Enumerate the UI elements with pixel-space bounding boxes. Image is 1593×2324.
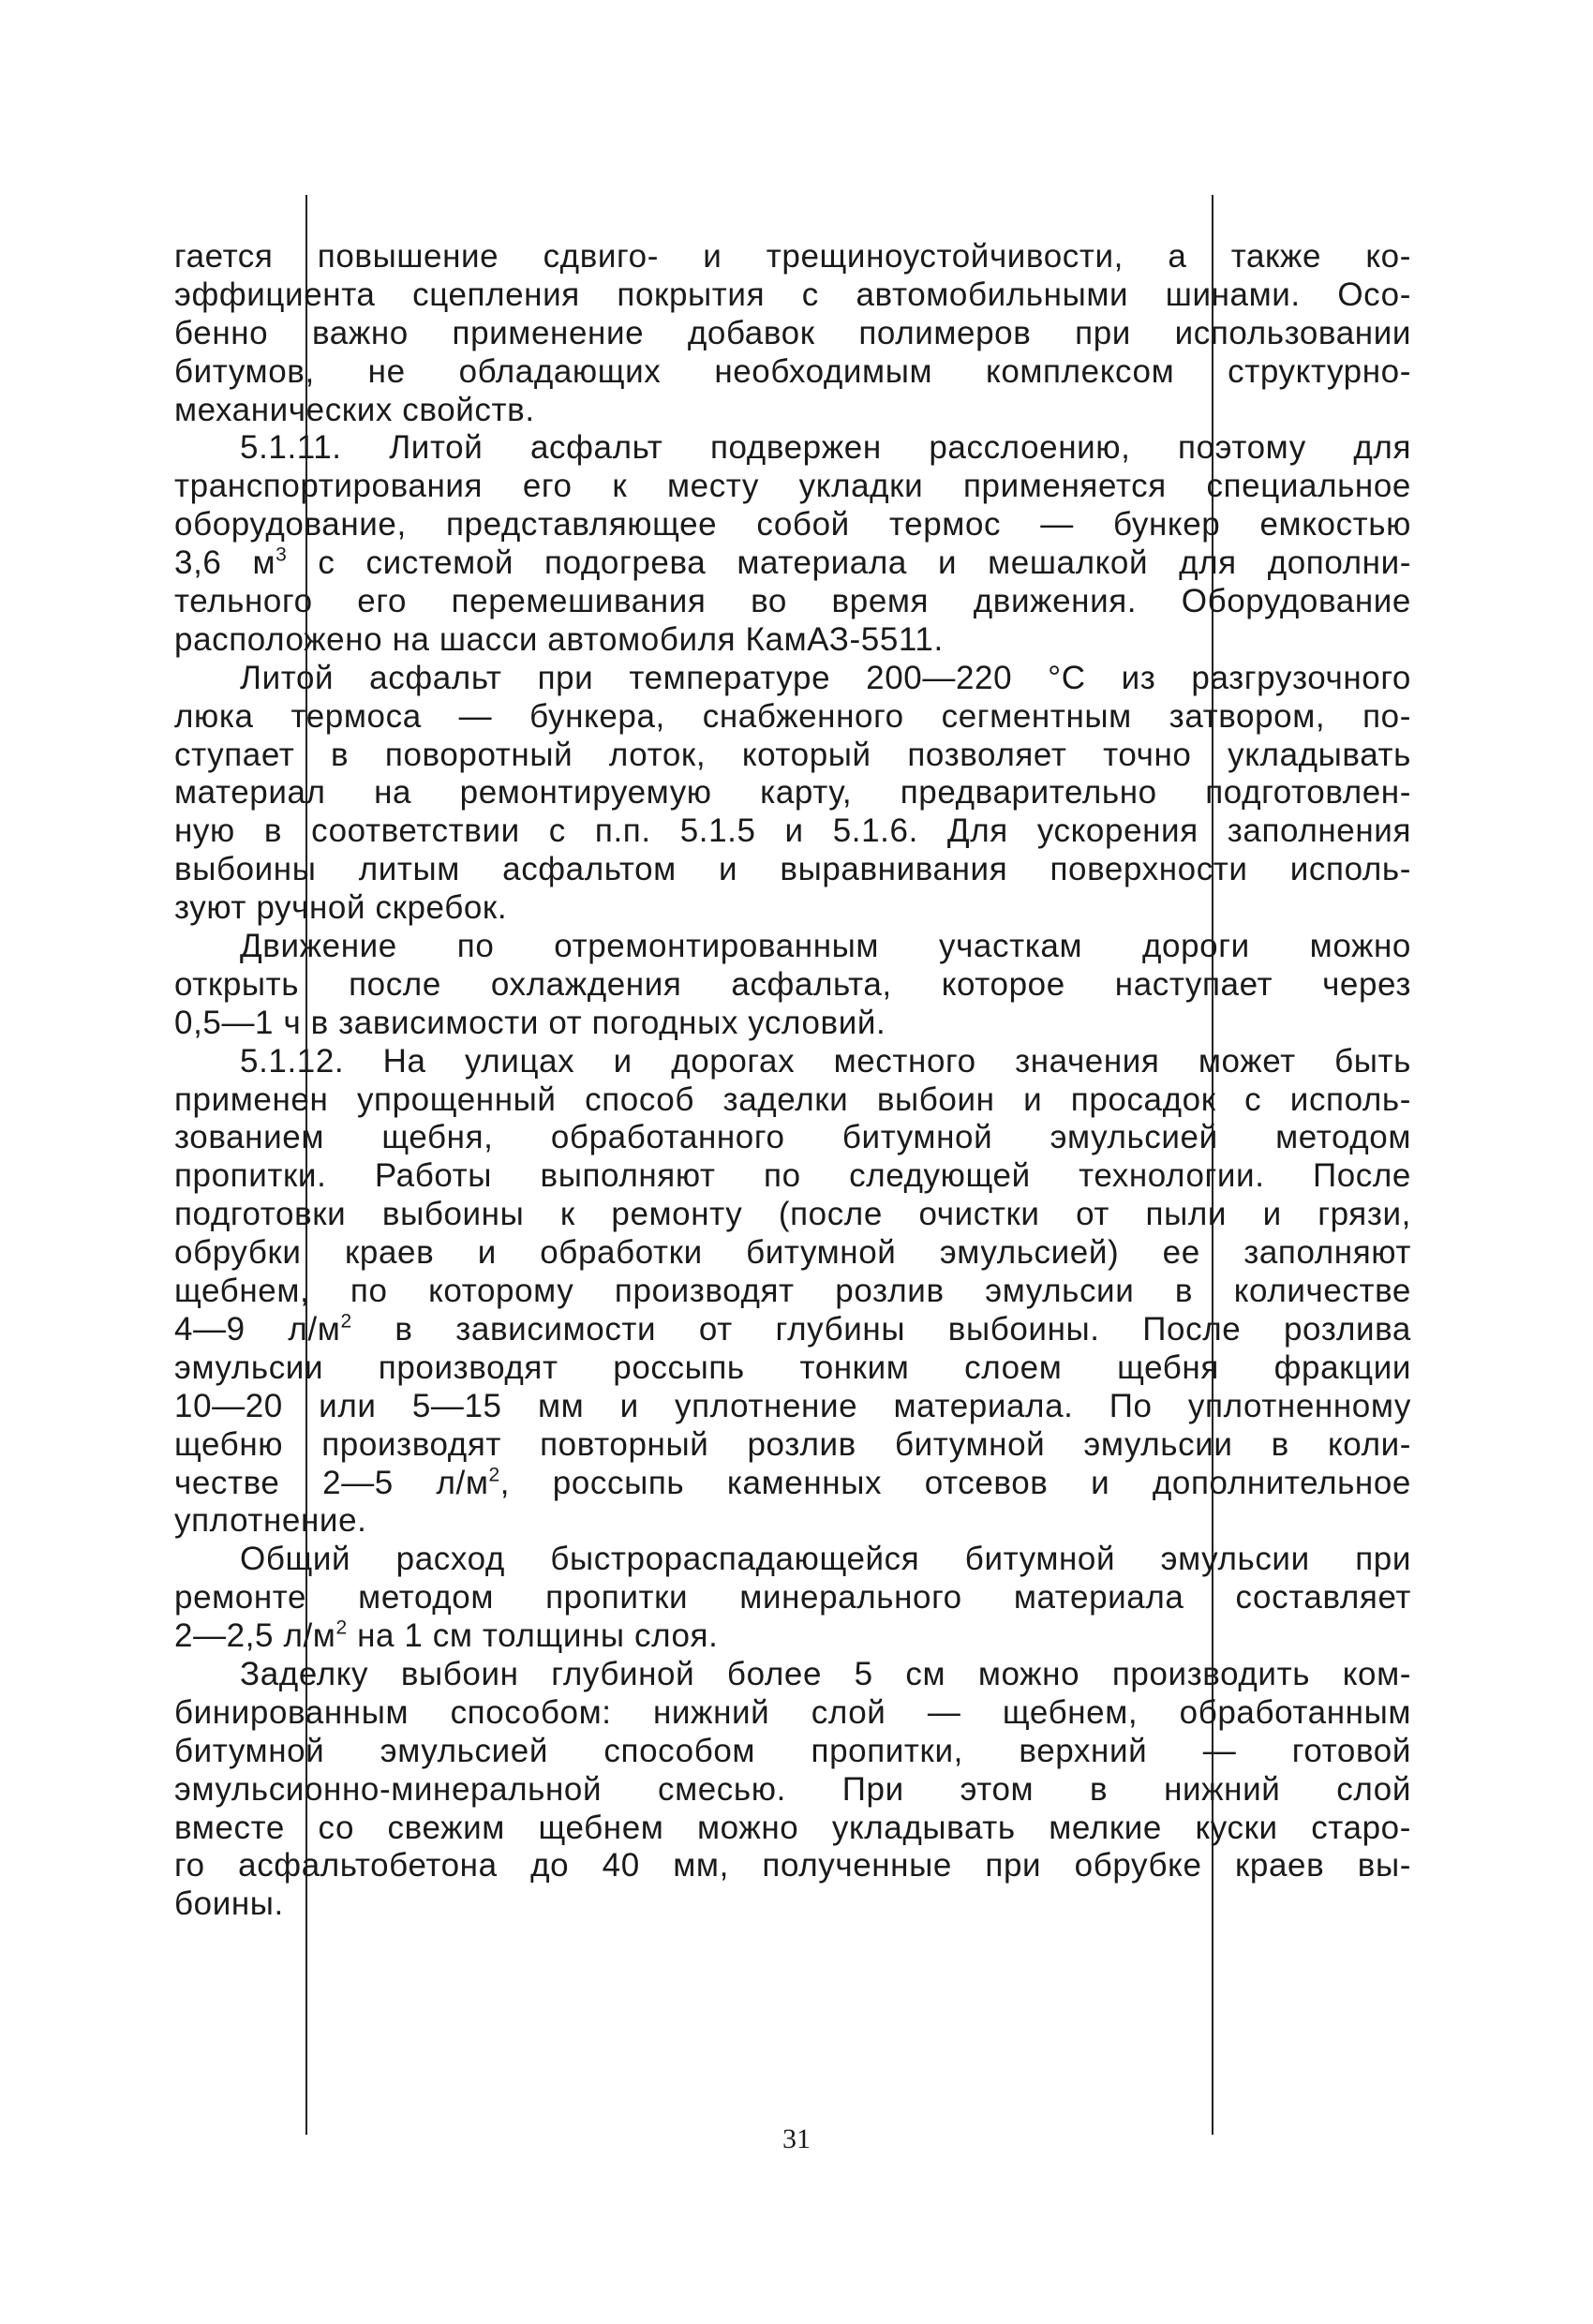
paragraph xyxy=(174,1656,1411,1924)
text-line: механических свойств. xyxy=(174,391,535,428)
text-line: 0,5—1 ч в зависимости от погодных условий. xyxy=(174,1004,886,1041)
text-line: оборудование, представляющее собой термос — бункер емкостью xyxy=(174,506,1411,544)
text-line: 5.1.12. На улицах и дорогах местного значения может быть xyxy=(240,1042,1411,1080)
text-line: транспортирования его к месту укладки применяется специальное xyxy=(174,468,1411,505)
text-line: материал на ремонтируемую карту, предварительно подготовлен- xyxy=(174,774,1411,812)
page-number: 31 xyxy=(782,2123,811,2154)
text-line: гается повышение сдвиго- и трещиноустойчивости, а также ко- xyxy=(174,238,1411,275)
text-line: боины. xyxy=(174,1885,284,1923)
text-line: зованием щебня, обработанного битумной эмульсией методом xyxy=(174,1119,1411,1156)
paragraph xyxy=(174,1541,1411,1656)
text-line: выбоины литым асфальтом и выравнивания поверхности исполь- xyxy=(174,851,1411,888)
text-line: подготовки выбоины к ремонту (после очистки от пыли и грязи, xyxy=(174,1196,1411,1233)
text-line: щебню производят повторный розлив битумной эмульсии в коли- xyxy=(174,1425,1411,1463)
text-line: расположено на шасси автомобиля КамАЗ-5511. xyxy=(174,620,944,658)
text-line: Литой асфальт при температуре 200—220 °С из разгрузочного xyxy=(240,659,1411,696)
text-line: обрубки краев и обработки битумной эмульсией) ее заполняют xyxy=(174,1234,1411,1272)
text-line: открыть после охлаждения асфальта, которое наступает через xyxy=(174,965,1411,1003)
text-line: Заделку выбоин глубиной более 5 см можно производить ком- xyxy=(240,1655,1411,1692)
text-line: 4—9 $л/м^2$ в зависимости от глубины выбоины. После розлива xyxy=(174,1310,1411,1348)
paragraph xyxy=(174,1043,1411,1542)
text-line: битумной эмульсией способом пропитки, верхний — готовой xyxy=(174,1732,1411,1769)
text-line: тельного его перемешивания во время движения. Оборудование xyxy=(174,583,1411,620)
text-line: ступает в поворотный лоток, который позволяет точно укладывать xyxy=(174,736,1411,773)
text-line: щебнем, по которому производят розлив эмульсии в количестве xyxy=(174,1273,1411,1310)
text-line: Движение по отремонтированным участкам дороги можно xyxy=(240,928,1411,965)
text-line: честве 2—5 $л/м^2$, россыпь каменных отсевов и дополнительное xyxy=(174,1464,1411,1501)
text-line: 10—20 или 5—15 мм и уплотнение материала. По уплотненному xyxy=(174,1387,1411,1424)
text-line: бинированным способом: нижний слой — щебнем, обработанным xyxy=(174,1693,1411,1731)
text-line: 3,6 $м^3$ с системой подогрева материала и мешалкой для дополни- xyxy=(174,544,1411,582)
paragraph xyxy=(174,928,1411,1043)
paragraph xyxy=(174,238,1411,429)
text-line: уплотнение. xyxy=(174,1502,367,1540)
paragraph xyxy=(174,660,1411,928)
text-line: зуют ручной скребок. xyxy=(174,889,508,927)
text-line: Общий расход быстрораспадающейся битумной эмульсии при xyxy=(240,1541,1411,1578)
text-line: эмульсии производят россыпь тонким слоем щебня фракции xyxy=(174,1348,1411,1386)
text-line: эффициента сцепления покрытия с автомобильными шинами. Осо- xyxy=(174,276,1411,313)
paragraph xyxy=(174,429,1411,659)
text-line: применен упрощенный способ заделки выбоин и просадок с исполь- xyxy=(174,1080,1411,1118)
text-line: люка термоса — бункера, снабженного сегментным затвором, по- xyxy=(174,697,1411,735)
text-line: эмульсионно-минеральной смесью. При этом в нижний слой xyxy=(174,1770,1411,1808)
text-line: ную в соответствии с п.п. 5.1.5 и 5.1.6. Для ускорения заполнения xyxy=(174,812,1411,850)
text-line: ремонте методом пропитки минерального материала составляет xyxy=(174,1579,1411,1616)
text-line: пропитки. Работы выполняют по следующей технологии. После xyxy=(174,1157,1411,1195)
text-line: го асфальтобетона до 40 мм, полученные при обрубке краев вы- xyxy=(174,1847,1411,1885)
body-text xyxy=(174,238,1411,1924)
text-line: 2—2,5 $л/м^2$ на 1 см толщины слоя. xyxy=(174,1617,719,1655)
text-line: вместе со свежим щебнем можно укладывать мелкие куски старо- xyxy=(174,1809,1411,1846)
text-line: 5.1.11. Литой асфальт подвержен расслоению, поэтому для xyxy=(240,429,1411,467)
text-line: битумов, не обладающих необходимым комплексом структурно- xyxy=(174,352,1411,390)
text-line: бенно важно применение добавок полимеров при использовании xyxy=(174,314,1411,351)
